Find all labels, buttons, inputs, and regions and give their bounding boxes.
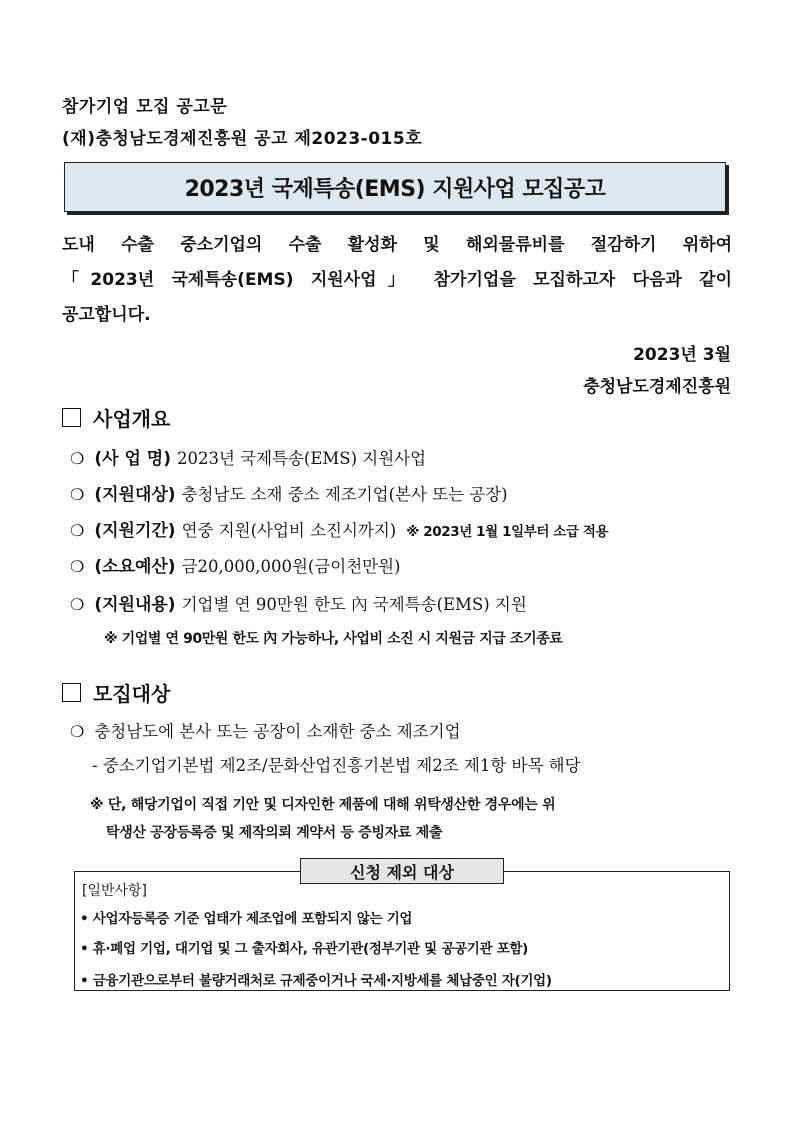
circle-bullet-icon: ❍ [70, 521, 85, 540]
item-value: 기업별 연 90만원 한도 內 국제특송(EMS) 지원 [181, 595, 527, 614]
intro-line-2: 「2023년 국제특송(EMS) 지원사업」 참가기업을 모집하고자 다음과 같이 [62, 270, 732, 290]
item-note: ※ 2023년 1월 1일부터 소급 적용 [406, 524, 609, 540]
exclusion-item: • 휴·폐업 기업, 대기업 및 그 출자회사, 유관기관(정부기관 및 공공기관 포함) [80, 941, 529, 957]
recruit-target-item [70, 718, 461, 742]
notice-number: (재)충청남도경제진흥원 공고 제2023-015호 [62, 129, 423, 149]
issuing-organization: 충청남도경제진흥원 [583, 377, 731, 397]
circle-bullet-icon: ❍ [70, 722, 85, 741]
exclusion-item: • 사업자등록증 기준 업태가 제조업에 포함되지 않는 기업 [80, 911, 413, 927]
section-heading-text: 모집대상 [93, 682, 171, 706]
intro-line-3: 공고합니다. [62, 305, 151, 325]
circle-bullet-icon: ❍ [70, 449, 85, 468]
item-label: (지원내용) [94, 595, 176, 615]
section-overview-heading [62, 403, 170, 432]
checkbox-square-icon [62, 408, 81, 427]
item-label: (지원대상) [94, 485, 176, 505]
overview-item-name [70, 444, 426, 469]
support-note: ※ 기업별 연 90만원 한도 內 가능하나, 사업비 소진 시 지원금 지급 조기종료 [104, 631, 563, 647]
item-value: 충청남도 소재 중소 제조기업(본사 또는 공장) [181, 485, 508, 504]
circle-bullet-icon: ❍ [70, 557, 85, 576]
notice-date: 2023년 3월 [633, 345, 731, 365]
circle-bullet-icon: ❍ [70, 485, 85, 504]
title-box [64, 162, 726, 212]
section-recruit-heading [62, 678, 170, 707]
exclusion-heading: [일반사항] [82, 883, 148, 899]
item-value: 2023년 국제특송(EMS) 지원사업 [177, 449, 427, 468]
circle-bullet-icon: ❍ [70, 595, 85, 614]
item-label: (지원기간) [94, 521, 176, 541]
overview-item-budget [70, 552, 401, 577]
overview-item-content [70, 590, 527, 615]
item-label: (소요예산) [94, 557, 176, 577]
notice-label: 참가기업 모집 공고문 [62, 97, 228, 117]
recruit-target-detail: - 중소기업기본법 제2조/문화산업진흥기본법 제2조 제1항 바목 해당 [92, 756, 581, 775]
overview-item-period [70, 516, 608, 541]
intro-paragraph [62, 228, 732, 333]
warning-line-2: 탁생산 공장등록증 및 제작의뢰 계약서 등 증빙자료 제출 [106, 825, 443, 841]
recruit-target-text: 충청남도에 본사 또는 공장이 소재한 중소 제조기업 [94, 722, 461, 741]
page-title: 2023년 국제특송(EMS) 지원사업 모집공고 [184, 176, 606, 202]
item-value: 금20,000,000원(금이천만원) [181, 557, 401, 576]
exclusion-item: • 금융기관으로부터 불량거래처로 규제중이거나 국세·지방세를 체납중인 자(기업) [80, 973, 552, 989]
checkbox-square-icon [62, 683, 81, 702]
intro-line-1: 도내 수출 중소기업의 수출 활성화 및 해외물류비를 절감하기 위하여 [62, 235, 732, 255]
section-heading-text: 사업개요 [93, 407, 171, 431]
recruit-warning [90, 791, 730, 847]
exclusion-title: 신청 제외 대상 [300, 858, 504, 884]
item-label: (사 업 명) [94, 449, 171, 469]
item-value: 연중 지원(사업비 소진시까지) [181, 521, 397, 540]
overview-item-target [70, 480, 508, 505]
warning-line-1: ※ 단, 해당기업이 직접 기안 및 디자인한 제품에 대해 위탁생산한 경우에는 위 [90, 797, 556, 813]
